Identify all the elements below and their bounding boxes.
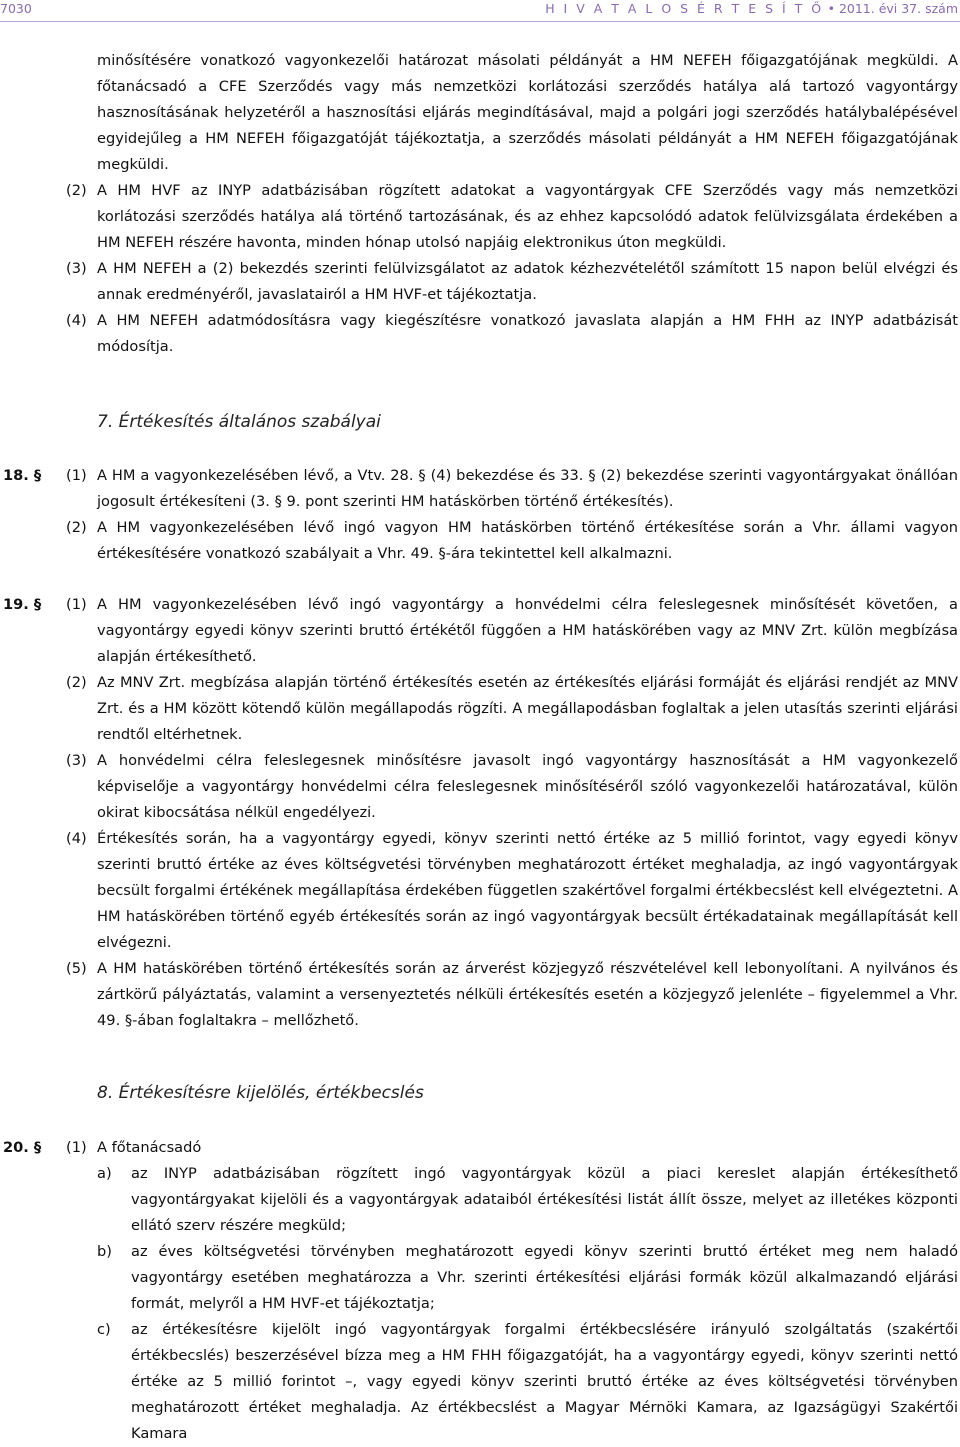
item-number: (4) <box>66 312 87 329</box>
journal-name: H I V A T A L O S É R T E S Í T Ő <box>545 1 824 16</box>
item-number: (1) <box>66 467 87 484</box>
header-bullet: • <box>827 1 835 16</box>
issue-label: 2011. évi 37. szám <box>838 1 958 16</box>
para19-item-5: A HM hatáskörében történő értékesítés során az árverést közjegyző részvételével kell lebonyolítani. A nyilvános és zártkörű pályáztatás, valamint a versenyeztetés nélküli értékesítés esetén a közjegyző jelenléte – figyelemmel a Vhr. 49. §-ában foglaltakra – mellőzhető. <box>97 960 958 1029</box>
para19-item-4: Értékesítés során, ha a vagyontárgy egyedi, könyv szerinti nettó értéke az 5 millió forintot, vagy egyedi könyv szerinti bruttó értéke az éves költségvetési törvényben meghatározott értéket meghaladja, az ingó vagyontárgyak becsült forgalmi értékének megállapítása érdekében független szakértővel forgalmi értékbecslést kell elvégeztetni. A HM hatáskörében történő egyéb értékesítés során az ingó vagyontárgyak becsült értékadatainak megállapítását kell elvégezni. <box>97 830 958 951</box>
paragraph-label-20: 20. § <box>3 1139 42 1156</box>
list-letter: c) <box>97 1321 111 1338</box>
section-title-8: 8. Értékesítésre kijelölés, értékbecslés <box>97 1083 424 1103</box>
para20-point-b: az éves költségvetési törvényben meghatározott egyedi könyv szerinti bruttó értéket meg nem haladó vagyontárgy esetében meghatározza a Vhr. szerinti értékesítési eljárási formák közül alkalmazandó eljárási formát, melyről a HM HVF-et tájékoztatja; <box>131 1243 958 1312</box>
item-number: (3) <box>66 752 87 769</box>
item-number: (2) <box>66 674 87 691</box>
paragraph-label-19: 19. § <box>3 596 42 613</box>
para18-item-2: A HM vagyonkezelésében lévő ingó vagyon HM hatáskörben történő értékesítése során a Vhr. állami vagyon értékesítésére vonatkozó szabályait a Vhr. 49. §-ára tekintettel kell alkalmazni. <box>97 519 958 562</box>
page-number: 7030 <box>0 1 32 16</box>
item-number: (5) <box>66 960 87 977</box>
header-rule <box>0 21 960 22</box>
item-number: (2) <box>66 519 87 536</box>
para20-point-c: az értékesítésre kijelölt ingó vagyontárgyak forgalmi értékbecslésére irányuló szolgáltatás (szakértői értékbecslés) beszerzésével bízza meg a HM FHH főigazgatóját, ha a vagyontárgy egyedi, könyv szerinti nettó értéke az 5 millió forintot –, vagy egyedi könyv szerinti bruttó értéke az éves költségvetési törvényben meghatározott értéket meghaladja. Az értékbecslést a Magyar Mérnöki Kamara, az Igazságügyi Szakértői Kamara <box>131 1321 958 1442</box>
running-header <box>0 0 960 22</box>
para19-item-2: Az MNV Zrt. megbízása alapján történő értékesítés esetén az értékesítés eljárási formáját és eljárási rendjét az MNV Zrt. és a HM között kötendő külön megállapodás rögzíti. A megállapodásban foglaltak a jelen utasítás szerinti eljárási rendtől eltérhetnek. <box>97 674 958 743</box>
list-letter: b) <box>97 1243 112 1260</box>
paragraph-label-18: 18. § <box>3 467 42 484</box>
item-number: (1) <box>66 596 87 613</box>
item-number: (2) <box>66 182 87 199</box>
intro-item-3: A HM NEFEH a (2) bekezdés szerinti felülvizsgálatot az adatok kézhezvételétől számított 15 napon belül elvégzi és annak eredményéről, javaslatairól a HM HVF-et tájékoztatja. <box>97 260 958 303</box>
para18-item-1: A HM a vagyonkezelésében lévő, a Vtv. 28. § (4) bekezdése és 33. § (2) bekezdése szerinti vagyontárgyakat önállóan jogosult értékesíteni (3. § 9. pont szerinti HM hatáskörben történő értékesítés). <box>97 467 958 510</box>
para20-point-a: az INYP adatbázisában rögzített ingó vagyontárgyak közül a piaci kereslet alapján értékesíthető vagyontárgyakat kijelöli és a vagyontárgyak adataiból értékesítési listát állít össze, melyet az illetékes központi ellátó szerv részére megküld; <box>131 1165 958 1234</box>
para19-item-3: A honvédelmi célra feleslegesnek minősítésre javasolt ingó vagyontárgy hasznosítását a HM vagyonkezelő képviselője a vagyontárgy honvédelmi célra feleslegesnek minősítéséről szóló vagyonkezelői határozatával, külön okirat kibocsátása nélkül engedélyezi. <box>97 752 958 821</box>
para20-item-1: A főtanácsadó <box>97 1139 202 1156</box>
section-title-7: 7. Értékesítés általános szabályai <box>97 412 381 432</box>
intro-paragraph: minősítésére vonatkozó vagyonkezelői határozat másolati példányát a HM NEFEH főigazgatójának megküldi. A főtanácsadó a CFE Szerződés vagy más nemzetközi korlátozási szerződés hatálya alá tartozó vagyontárgy hasznosításának helyzetéről a hasznosítási eljárás megindításával, majd a polgári jogi szerződés hatálybalépésével egyidejűleg a HM NEFEH főigazgatóját tájékoztatja, a szerződés másolati példányát a HM NEFEH főigazgatójának megküldi. <box>97 52 958 173</box>
para19-item-1: A HM vagyonkezelésében lévő ingó vagyontárgy a honvédelmi célra feleslegesnek minősítését követően, a vagyontárgy egyedi könyv szerinti bruttó értékétől függően a HM hatáskörében vagy az MNV Zrt. külön megbízása alapján értékesíthető. <box>97 596 958 665</box>
intro-item-2: A HM HVF az INYP adatbázisában rögzített adatokat a vagyontárgyak CFE Szerződés vagy más nemzetközi korlátozási szerződés hatálya alá történő tartozásának, és az ehhez kapcsolódó adatok felülvizsgálata érdekében a HM NEFEH részére havonta, minden hónap utolsó napjáig elektronikus úton megküldi. <box>97 182 958 251</box>
item-number: (4) <box>66 830 87 847</box>
intro-item-4: A HM NEFEH adatmódosításra vagy kiegészítésre vonatkozó javaslata alapján a HM FHH az INYP adatbázisát módosítja. <box>97 312 958 355</box>
item-number: (3) <box>66 260 87 277</box>
item-number: (1) <box>66 1139 87 1156</box>
list-letter: a) <box>97 1165 112 1182</box>
journal-title <box>545 1 958 16</box>
